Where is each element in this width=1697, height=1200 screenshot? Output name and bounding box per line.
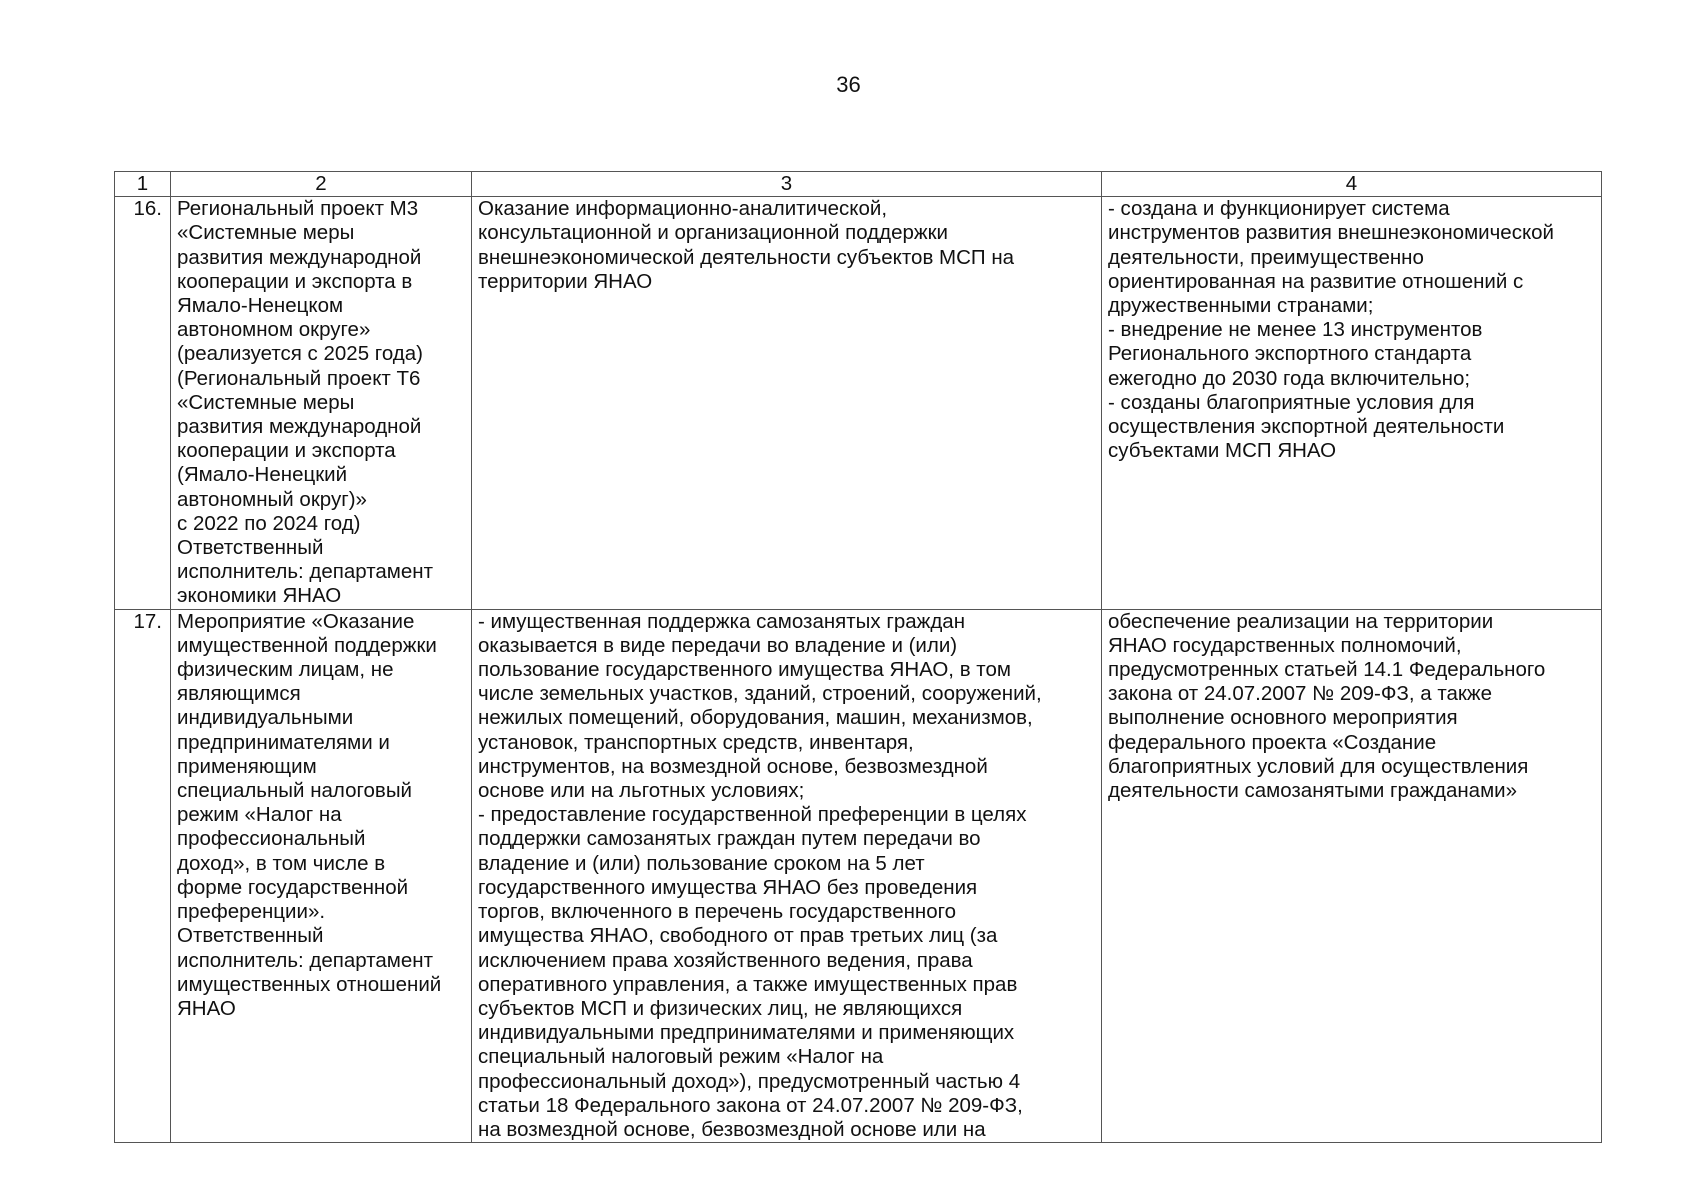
header-col-3: 3 (472, 172, 1102, 197)
measure-content: Оказание информационно-аналитической, консультационной и организационной поддержки внешнеэкономической деятельности субъектов МСП на территории ЯНАО (478, 197, 1015, 293)
measure-name-cell (171, 609, 472, 1142)
header-col-1: 1 (115, 172, 171, 197)
measures-table (114, 171, 1602, 1143)
measure-result-cell (1102, 609, 1602, 1142)
measure-name: Региональный проект М3 «Системные меры развития международной кооперации и экспорта в Ямало-Ненецком автономном округе» (реализуется с 2025 года) (Региональный проект Т6 «Системные меры развития международной кооперации и экспорта (Ямало-Ненецкий автономный округ)» с 2022 по 2024 год) Ответственный исполнитель: департамент экономики ЯНАО (177, 197, 433, 608)
row-number: 17. (115, 609, 171, 1142)
measure-result-cell (1102, 197, 1602, 609)
table-header-row (115, 172, 1602, 197)
header-col-4: 4 (1102, 172, 1602, 197)
measure-content: - имущественная поддержка самозанятых граждан оказывается в виде передачи во владение и (или) пользование государственного имущества ЯНАО, в том числе земельных участков, зданий, строений, сооружений, нежилых помещений, оборудования, машин, механизмов, установок, транспортных средств, инвентаря, инструментов, на возмездной основе, безвозмездной основе или на льготных условиях; - предоставление государственной преференции в целях поддержки самозанятых граждан путем передачи во владение и (или) пользование сроком на 5 лет государственного имущества ЯНАО без проведения торгов, включенного в перечень государственного имущества ЯНАО, свободного от прав третьих лиц (за исключением права хозяйственного ведения, права оперативного управления, а также имущественных прав субъектов МСП и физических лиц, не являющихся индивидуальными предпринимателями и применяющих специальный налоговый режим «Налог на профессиональный доход»), предусмотренный частью 4 статьи 18 Федерального закона от 24.07.2007 № 209-ФЗ, на возмездной основе, безвозмездной основе или на (478, 609, 1042, 1141)
measure-content-cell (472, 197, 1102, 609)
header-col-2: 2 (171, 172, 472, 197)
measure-result: - создана и функционирует система инструментов развития внешнеэкономической деятельности, преимущественно ориентированная на развитие отношений с дружественными странами; - внедрение не менее 13 инструментов Регионального экспортного стандарта ежегодно до 2030 года включительно; - созданы благоприятные условия для осуществления экспортной деятельности субъектами МСП ЯНАО (1108, 197, 1555, 463)
measure-content-cell (472, 609, 1102, 1142)
page-number: 36 (836, 72, 861, 97)
row-number: 16. (115, 197, 171, 609)
measure-result: обеспечение реализации на территории ЯНАО государственных полномочий, предусмотренных статьей 14.1 Федерального закона от 24.07.2007 № 209-ФЗ, а также выполнение основного мероприятия федерального проекта «Создание благоприятных условий для осуществления деятельности самозанятыми гражданами» (1108, 609, 1546, 803)
measure-name-cell (171, 197, 472, 609)
measure-name: Мероприятие «Оказание имущественной поддержки физическим лицам, не являющимся индивидуальными предпринимателями и применяющим специальный налоговый режим «Налог на профессиональный доход», в том числе в форме государственной преференции». Ответственный исполнитель: департамент имущественных отношений ЯНАО (177, 609, 442, 1020)
table-row (115, 197, 1602, 609)
table-row (115, 609, 1602, 1142)
